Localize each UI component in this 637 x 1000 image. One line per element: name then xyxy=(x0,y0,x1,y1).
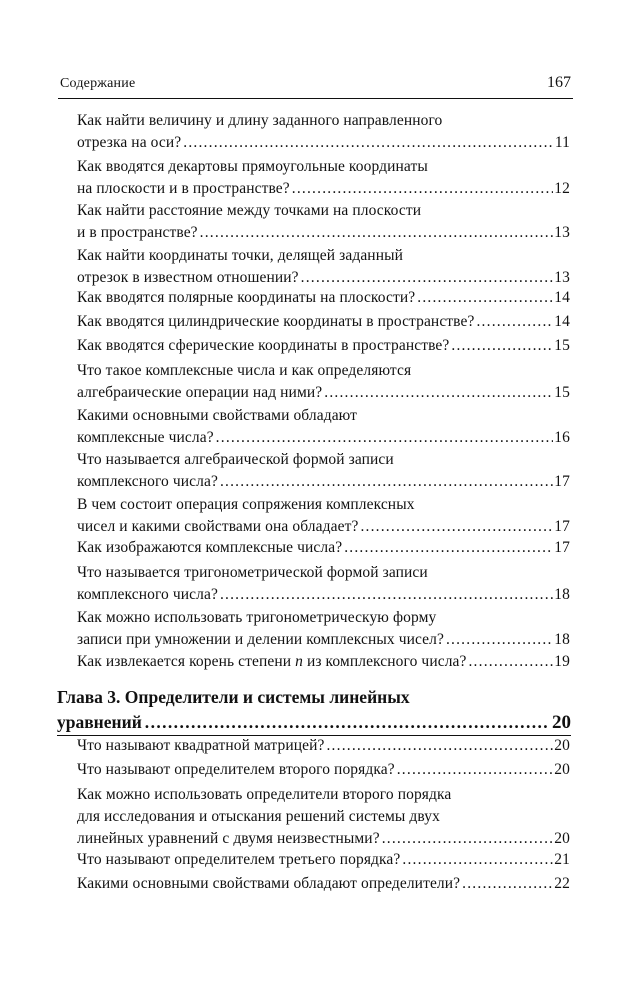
leader-dots xyxy=(216,427,554,449)
leader-dots xyxy=(451,335,553,357)
leader-dots xyxy=(397,759,554,781)
toc-page-number: 17 xyxy=(554,518,570,535)
toc-entry[interactable] xyxy=(77,735,570,757)
toc-entry[interactable] xyxy=(77,245,570,289)
toc-entry-text: Как найти расстояние между точками на плоскости xyxy=(77,202,422,219)
toc-entry-text: Что такое комплексные числа и как определяются xyxy=(77,362,412,379)
toc-entry[interactable] xyxy=(77,759,570,781)
toc-page-number: 17 xyxy=(554,539,570,556)
toc-entry[interactable] xyxy=(77,360,570,404)
leader-dots xyxy=(402,849,553,871)
leader-dots xyxy=(200,222,554,244)
toc-entry-text: Как вводятся декартовы прямоугольные координаты xyxy=(77,158,428,175)
toc-page-number: 14 xyxy=(554,289,570,306)
leader-dots xyxy=(476,311,553,333)
leader-dots xyxy=(468,651,553,673)
toc-entry-text: отрезка на оси? xyxy=(77,134,182,151)
leader-dots xyxy=(220,471,553,493)
leader-dots xyxy=(344,537,553,559)
leader-dots xyxy=(382,828,554,850)
toc-entry-text: Как изображаются комплексные числа? xyxy=(77,539,343,556)
toc-entry-text: линейных уравнений с двумя неизвестными? xyxy=(77,830,380,847)
toc-entry-text: Как можно использовать определители второго порядка xyxy=(77,786,452,803)
toc-entry[interactable] xyxy=(77,537,570,559)
toc-page-number: 18 xyxy=(554,586,570,603)
toc-entry-text: комплексного числа? xyxy=(77,473,218,490)
toc-entry-text: записи при умножении и делении комплексных чисел? xyxy=(77,631,444,648)
leader-dots xyxy=(324,382,553,404)
toc-entry-text: Что называют квадратной матрицей? xyxy=(77,737,325,754)
toc-entry-text: и в пространстве? xyxy=(77,224,198,241)
toc-entry[interactable] xyxy=(77,494,570,538)
toc-page-number: 11 xyxy=(554,134,570,151)
toc-page-number: 13 xyxy=(554,224,570,241)
toc-entry[interactable] xyxy=(77,849,570,871)
toc-entry[interactable] xyxy=(77,562,570,606)
toc-page-number: 15 xyxy=(554,337,570,354)
toc-entry-text: Как вводятся сферические координаты в пространстве? xyxy=(77,337,450,354)
toc-entry-text: алгебраические операции над ними? xyxy=(77,384,323,401)
toc-entry-text: Как найти величину и длину заданного направленного xyxy=(77,112,443,129)
toc-entry-text: Что называют определителем второго порядка? xyxy=(77,761,395,778)
toc-entry-text: комплексные числа? xyxy=(77,429,214,446)
page-number: 167 xyxy=(547,74,571,91)
chapter-title: уравнений xyxy=(57,712,142,732)
chapter-heading[interactable] xyxy=(57,685,571,735)
leader-dots xyxy=(183,132,554,154)
toc-page-number: 14 xyxy=(554,313,570,330)
toc-entry[interactable] xyxy=(77,784,570,850)
toc-entry-text: Как вводятся полярные координаты на плоскости? xyxy=(77,289,416,306)
toc-entry-text: отрезок в известном отношении? xyxy=(77,269,299,286)
toc-page-number: 15 xyxy=(554,384,570,401)
running-head xyxy=(58,74,573,99)
toc-entry-text: Как найти координаты точки, делящей заданный xyxy=(77,247,404,264)
chapter-page-number: 20 xyxy=(552,712,571,733)
variable-n: n xyxy=(295,653,303,670)
toc-page-number: 22 xyxy=(554,875,570,892)
toc-entry[interactable] xyxy=(77,311,570,333)
toc-entry[interactable] xyxy=(77,335,570,357)
leader-dots xyxy=(220,584,553,606)
toc-page-number: 13 xyxy=(554,269,570,286)
toc-entry-text: Какими основными свойствами обладают определители? xyxy=(77,875,461,892)
toc-entry[interactable] xyxy=(77,607,570,651)
toc-entry-text: комплексного числа? xyxy=(77,586,218,603)
toc-entry-text: Что называют определителем третьего порядка? xyxy=(77,851,401,868)
leader-dots xyxy=(360,516,553,538)
toc-entry-text: Как можно использовать тригонометрическую форму xyxy=(77,609,437,626)
toc-entry-text: Что называется тригонометрической формой записи xyxy=(77,564,428,581)
toc-entry-text: на плоскости и в пространстве? xyxy=(77,180,290,197)
toc-entry-text: Как вводятся цилиндрические координаты в пространстве? xyxy=(77,313,475,330)
toc-page-number: 19 xyxy=(554,653,570,670)
toc-entry-text: для исследования и отыскания решений системы двух xyxy=(77,808,440,825)
toc-entry[interactable] xyxy=(77,405,570,449)
running-head-title: Содержание xyxy=(60,76,136,91)
toc-page-number: 20 xyxy=(554,737,570,754)
toc-entry[interactable] xyxy=(77,156,570,200)
toc-entry-text: чисел и какими свойствами она обладает? xyxy=(77,518,359,535)
toc-entry[interactable] xyxy=(77,287,570,309)
toc-page-number: 16 xyxy=(554,429,570,446)
leader-dots xyxy=(301,267,554,289)
toc-entry-text: Как извлекается корень степени n из комплексного числа? xyxy=(77,653,467,670)
toc-entry[interactable] xyxy=(77,873,570,895)
leader-dots xyxy=(326,735,553,757)
toc-page-number: 20 xyxy=(554,830,570,847)
toc-entry[interactable] xyxy=(77,110,570,154)
toc-entry[interactable] xyxy=(77,200,570,244)
leader-dots xyxy=(292,178,554,200)
toc-entry-text: В чем состоит операция сопряжения комплексных xyxy=(77,496,415,513)
toc-entry-text: Что называется алгебраической формой записи xyxy=(77,451,394,468)
toc-entry-text: Какими основными свойствами обладают xyxy=(77,407,358,424)
leader-dots xyxy=(417,287,553,309)
toc-page-number: 21 xyxy=(554,851,570,868)
chapter-title: Глава 3. Определители и системы линейных xyxy=(57,687,410,707)
toc-entry[interactable] xyxy=(77,449,570,493)
leader-dots xyxy=(145,710,548,735)
toc-page-number: 12 xyxy=(554,180,570,197)
toc-page-number: 18 xyxy=(554,631,570,648)
toc-entry[interactable] xyxy=(77,651,570,673)
toc-page-number: 17 xyxy=(554,473,570,490)
leader-dots xyxy=(462,873,553,895)
toc-page-number: 20 xyxy=(554,761,570,778)
leader-dots xyxy=(446,629,553,651)
